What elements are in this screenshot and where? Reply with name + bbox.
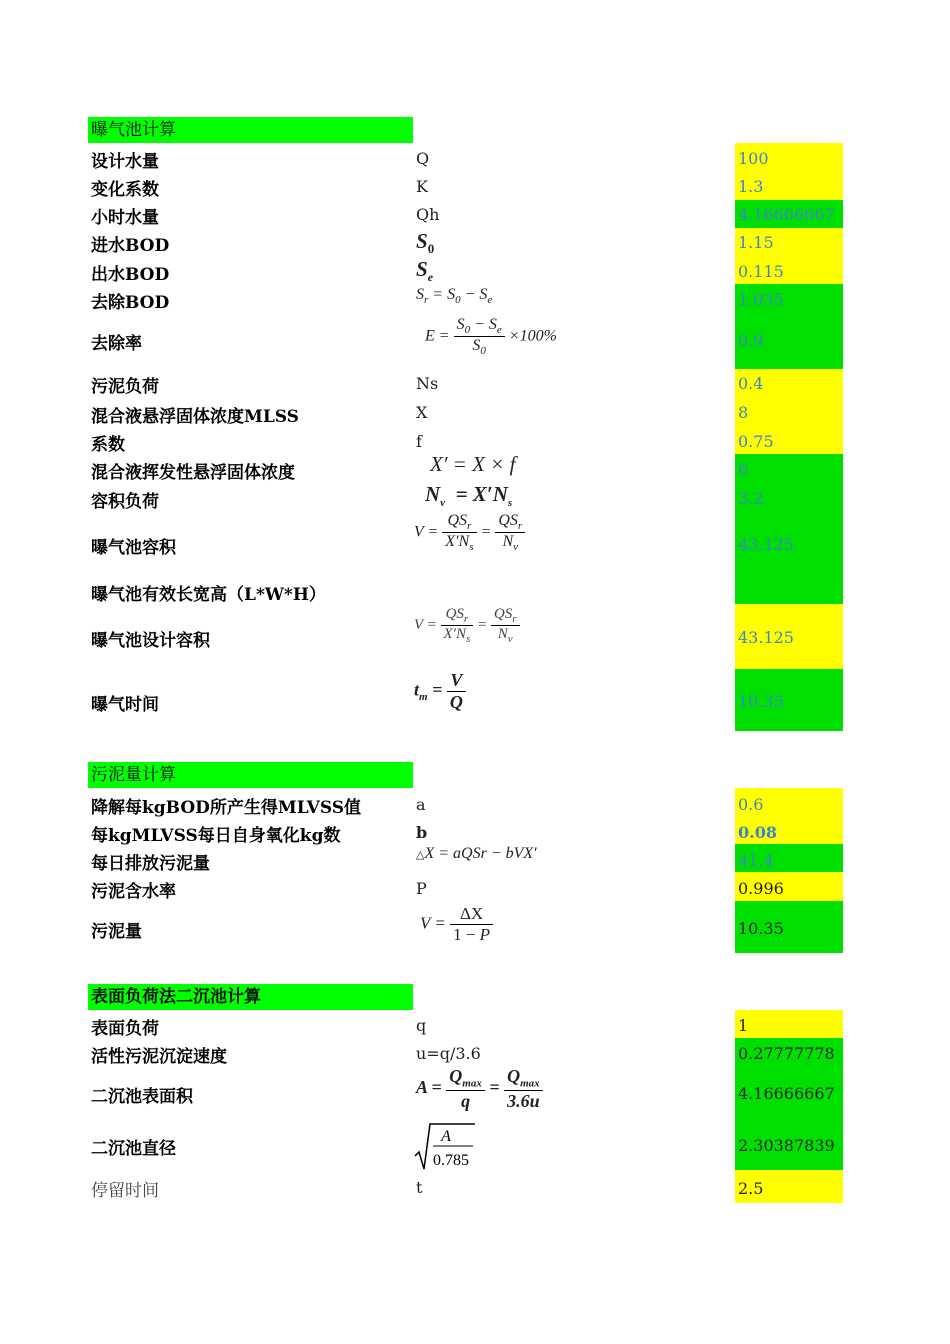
row-label: 污泥含水率 <box>91 882 176 902</box>
row-label: 停留时间 <box>91 1181 159 1201</box>
formula-sludge-production: △X = aQSr − bVX′ <box>416 845 537 862</box>
row-symbol: t <box>416 1178 423 1197</box>
row-label: 设计水量 <box>91 152 159 172</box>
value-cell: 0.08 <box>738 823 777 842</box>
row-label: 污泥量 <box>91 922 142 942</box>
row-label: 混合液挥发性悬浮固体浓度 <box>91 463 295 483</box>
value-cell: 41.4 <box>738 851 774 870</box>
row-symbol: P <box>416 879 427 898</box>
row-symbol: a <box>416 795 426 814</box>
value-cell: 0.115 <box>738 262 784 281</box>
row-label: 每kgMLVSS每日自身氧化kg数 <box>91 826 341 846</box>
value-cell: 0.6 <box>738 795 764 814</box>
value-cell: 10.35 <box>738 692 784 711</box>
row-label: 降解每kgBOD所产生得MLVSS值 <box>91 798 362 818</box>
row-label: 进水BOD <box>91 236 170 256</box>
formula-sludge-volume: V = $\frac{\Delta X}{1 - P}$ <box>420 904 493 945</box>
row-label: 出水BOD <box>91 265 170 285</box>
row-label: 小时水量 <box>91 208 159 228</box>
value-cell: 100 <box>738 149 769 168</box>
value-cell: 0.9 <box>738 331 764 350</box>
row-label: 曝气时间 <box>91 695 159 715</box>
row-symbol: u=q/3.6 <box>416 1044 481 1063</box>
value-cell: 0.4 <box>738 374 764 393</box>
row-label: 变化系数 <box>91 180 159 200</box>
formula-aeration-time: $t_m$ = $\frac{V}{Q}$ <box>414 670 466 713</box>
value-cell: 4.16666667 <box>738 1084 835 1103</box>
formula-xprime: X′ = X × f <box>430 452 516 476</box>
section-header-clarifier: 表面负荷法二沉池计算 <box>88 984 413 1010</box>
row-symbol: q <box>416 1016 427 1035</box>
row-label: 表面负荷 <box>91 1019 159 1039</box>
svg-text:0.785: 0.785 <box>433 1152 469 1169</box>
row-label: 去除率 <box>91 334 142 354</box>
value-cell: 1 <box>738 1016 749 1035</box>
value-cell: 1.3 <box>738 177 764 196</box>
value-cell: 8 <box>738 403 749 422</box>
row-label: 系数 <box>91 435 125 455</box>
svg-text:A: A <box>441 1128 451 1145</box>
row-label: 污泥负荷 <box>91 377 159 397</box>
formula-design-volume: V = $\frac{QS_r}{X'N_s}$ = $\frac{QS_r}{N_v}$ <box>414 606 520 645</box>
value-cell: 3.2 <box>738 489 764 508</box>
value-cell: 4.16666667 <box>738 205 835 224</box>
row-label: 二沉池表面积 <box>91 1087 193 1107</box>
row-symbol: K <box>416 177 428 196</box>
formula-diameter <box>413 1122 477 1176</box>
row-symbol: X <box>416 403 428 422</box>
value-cell: 0.996 <box>738 879 784 898</box>
value-cell: 0.27777778 <box>738 1044 835 1063</box>
row-label: 活性污泥沉淀速度 <box>91 1047 227 1067</box>
formula-surface-area: A = $\frac{Q_{max}}{q}$ = $\frac{Q_{max}}{3.6u}$ <box>416 1066 543 1112</box>
row-symbol: Ns <box>416 374 439 393</box>
row-label: 曝气池设计容积 <box>91 631 210 651</box>
formula-s0: $S_0$ <box>416 229 435 257</box>
value-cell: 2.30387839 <box>738 1136 835 1155</box>
value-cell: 43.125 <box>738 535 794 554</box>
row-label: 每日排放污泥量 <box>91 854 210 874</box>
row-label: 二沉池直径 <box>91 1139 176 1159</box>
formula-sr: $S_r = S_0 - S_e$ <box>416 286 493 307</box>
row-label: 曝气池容积 <box>91 538 176 558</box>
formula-volume: V = $\frac{QS_r}{X'N_s}$ = $\frac{QS_r}{N_v}$ <box>414 512 525 553</box>
row-label: 容积负荷 <box>91 492 159 512</box>
row-symbol: b <box>416 823 428 842</box>
formula-nv: $N_v = X'N_s$ <box>425 482 513 510</box>
value-cell: 43.125 <box>738 628 794 647</box>
row-symbol: Q <box>416 149 430 168</box>
value-cell: 2.5 <box>738 1179 764 1198</box>
sqrt-icon <box>413 1122 477 1172</box>
value-cell: 6 <box>738 460 749 479</box>
row-symbol: Qh <box>416 205 440 224</box>
row-symbol: f <box>416 432 422 451</box>
row-label: 混合液悬浮固体浓度MLSS <box>91 407 299 427</box>
formula-removal-rate: E = $\frac{S_0 - S_e}{S_0}$ ×100% <box>425 316 557 358</box>
value-cell: 1.15 <box>738 233 774 252</box>
section-header-aeration: 曝气池计算 <box>88 117 413 143</box>
formula-se: $S_e$ <box>416 257 434 285</box>
row-label: 曝气池有效长宽高（L*W*H） <box>91 585 326 605</box>
value-cell: 10.35 <box>738 919 784 938</box>
section-header-sludge: 污泥量计算 <box>88 762 413 788</box>
row-label: 去除BOD <box>91 293 170 313</box>
value-cell: 0.75 <box>738 432 774 451</box>
value-cell: 1.035 <box>738 290 784 309</box>
